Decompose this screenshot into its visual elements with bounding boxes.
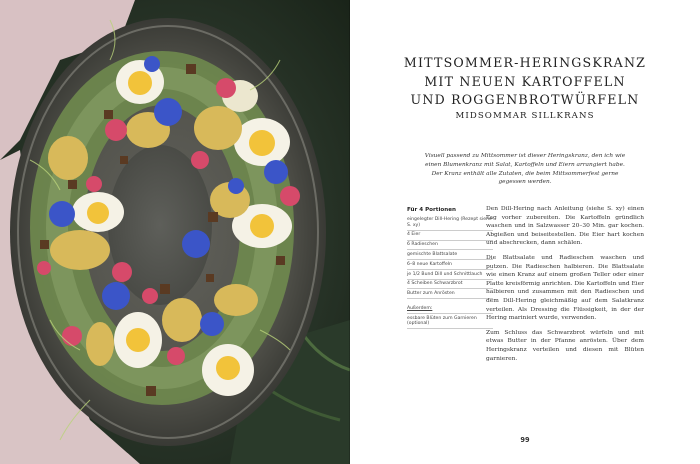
recipe-intro: Visuell passend zu Mittsommer ist dieser Heringskranz, den ich wie einen Blumenkranz mit Salat, Kartoffeln und Eiern arrangiert habe. Der Kranz enthält alle Zutaten, die beim Mittsommerfest gerne gegessen werden. <box>424 153 626 186</box>
title-line-3: UND ROGGENBROTWÜRFELN <box>410 92 640 107</box>
method-paragraph-2: Die Blattsalate und Radieschen waschen und putzen. Die Radieschen halbieren. Die Blattsalate wie einen Kranz auf einem großen Teller oder einer Platte kreisförmig anrichten. Die Kartoffeln und Eier halbieren und zusammen mit den Radieschen und dem Dill-Hering gleichmäßig auf dem Salatkranz verteilen. Als Dressing die Flüssigkeit, in der der Hering mariniert wurde, verwenden. <box>486 254 644 322</box>
servings-heading: Für 4 Portionen <box>407 207 456 213</box>
recipe-subtitle: MIDSOMMAR SILLKRANS <box>455 110 595 121</box>
method-paragraph-1: Den Dill-Hering nach Anleitung (siehe S. xy) einen Tag vorher zubereiten. Die Kartoffeln gründlich waschen und in Salzwasser 20–30 Min. gar kochen. Abgießen und beiseitestellen. Die Eier hart kochen und abschrecken, dann schälen. <box>486 206 644 247</box>
ingredient-item: je 1/2 Bund Dill und Schnittlauch <box>407 272 493 280</box>
ingredients-list <box>407 207 493 331</box>
title-line-2: MIT NEUEN KARTOFFELN <box>424 73 626 89</box>
ingredient-item: 4 Scheiben Schwarzbrot <box>407 281 493 289</box>
recipe-method <box>486 205 644 369</box>
extra-item: essbare Blüten zum Garnieren (optional) <box>407 316 493 330</box>
method-paragraph-3: Zum Schluss das Schwarzbrot würfeln und mit etwas Butter in der Pfanne anrösten. Über dem Heringskranz verteilen und diesen mit Blüten garnieren. <box>486 329 644 362</box>
recipe-page <box>350 0 700 464</box>
ingredient-item: eingelegter Dill-Hering (Rezept siehe S. xy) <box>407 217 493 231</box>
ingredient-item: 6 Radieschen <box>407 242 493 250</box>
ingredient-item: gemischte Blattsalate <box>407 252 493 260</box>
extra-heading: Außerdem: <box>407 306 493 314</box>
ingredient-item: 4 Eier <box>407 232 493 240</box>
page-number: 99 <box>520 436 530 444</box>
title-line-1: MITTSOMMER-HERINGSKRANZ <box>403 55 647 70</box>
ingredient-item: 6–8 neue Kartoffeln <box>407 262 493 270</box>
recipe-title <box>350 54 700 122</box>
ingredient-item: Butter zum Anrösten <box>407 291 493 299</box>
